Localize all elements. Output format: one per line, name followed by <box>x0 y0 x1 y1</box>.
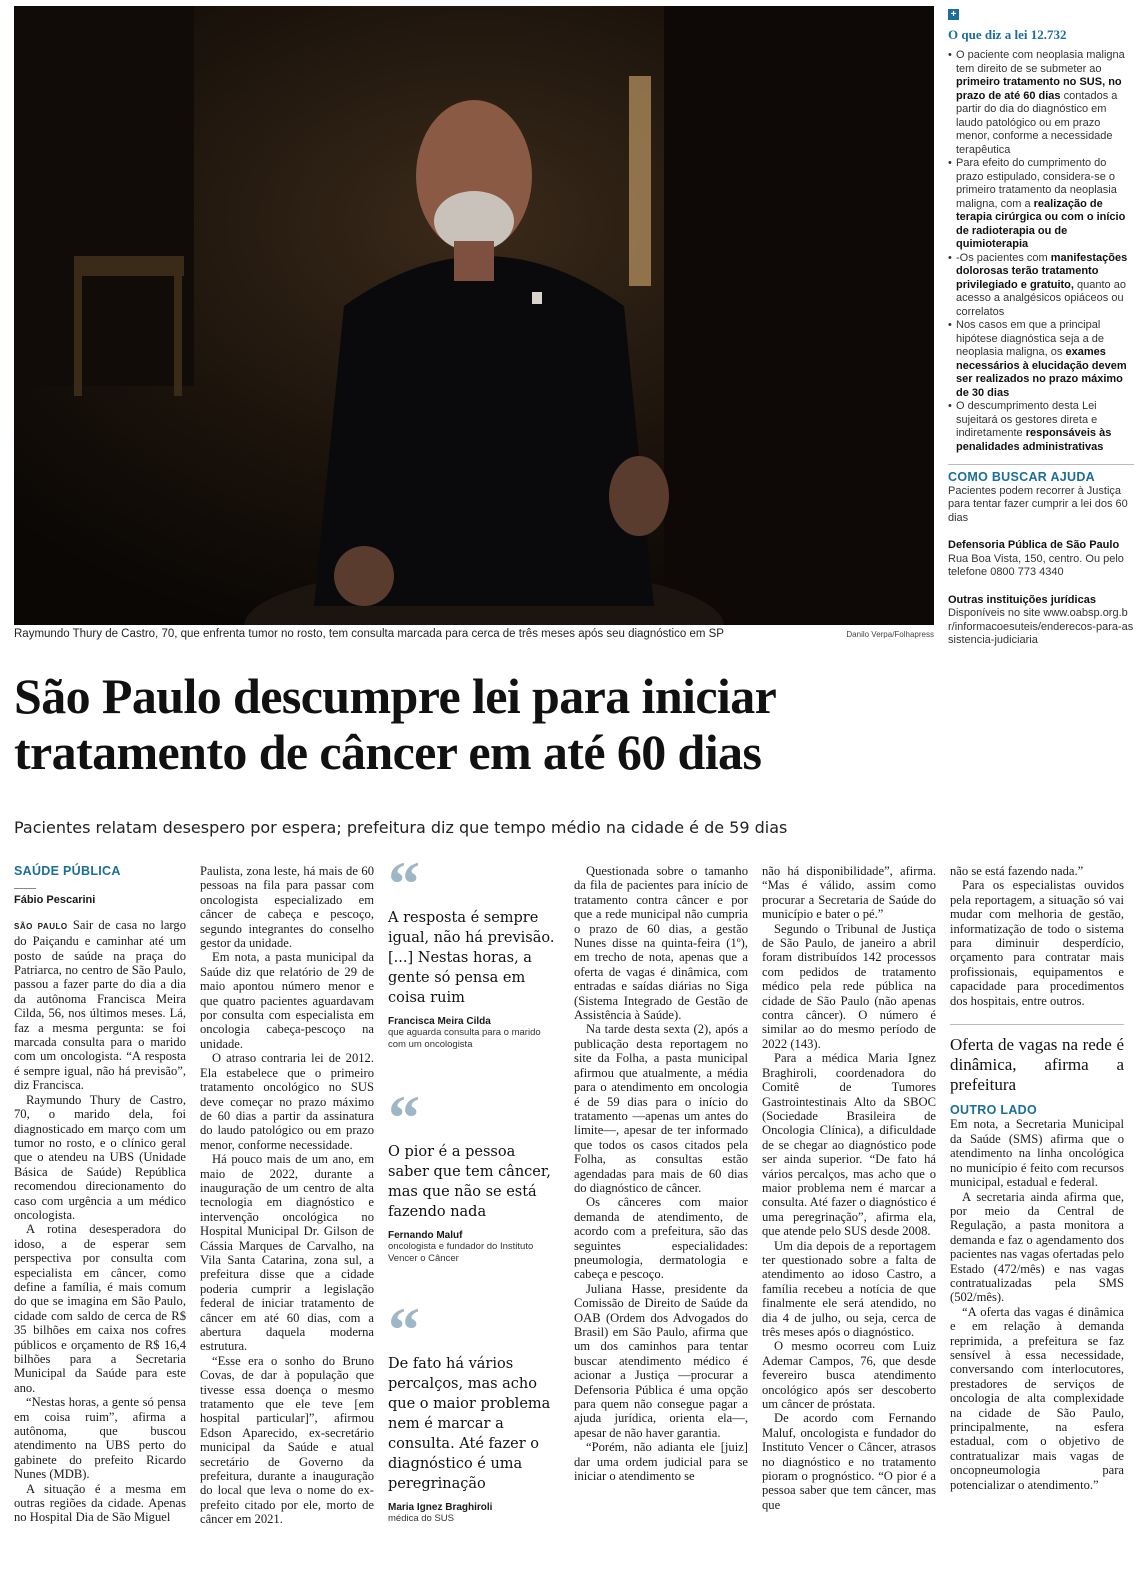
defensoria-text: Rua Boa Vista, 150, centro. Ou pelo telefone 0800 773 4340 <box>948 552 1124 578</box>
pull-quote-3 <box>388 1294 558 1525</box>
headline-line-1: São Paulo descumpre lei para iniciar <box>14 668 777 724</box>
article-paragraph: SÃO PAULO Sair de casa no largo do Paiçandu e caminhar até um posto de saúde na praça do Patriarca, no centro de São Paulo, passou a fazer parte do dia a dia da autônoma Francisca Meira Cilda, 56, nos últimos meses. Lá, faz a mesma pergunta: se foi marcada consulta para o marido com um oncologista. “A resposta é sempre igual, não há previsão”, diz Francisca. <box>14 917 186 1093</box>
article-paragraph: Em nota, a pasta municipal da Saúde diz que relatório de 29 de maio apontou número menor e que quatro pacientes aguardavam por consulta com especialista em oncologia cabeça-pescoço na unidade. <box>200 950 374 1051</box>
plus-icon: + <box>948 9 959 20</box>
article-paragraph: Há pouco mais de um ano, em maio de 2022, durante a inauguração de um centro de alta tecnologia em diagnóstico e intervenção oncológica no Hospital Municipal Dr. Gilson de Cássia Marques de Carvalho, na Vila Santa Catarina, zona sul, a prefeitura disse que a cidade poderia cumprir a legislação federal de iniciar tratamento de câncer em até 60 dias, com a abertura daquela moderna estrutura. <box>200 1152 374 1354</box>
photo-caption <box>14 628 934 640</box>
article-paragraph: Raymundo Thury de Castro, 70, o marido dela, foi diagnosticado em março com um tumor no rosto, e o clínico geral que o atendeu na UBS (Unidade Básica de Saúde) República recomendou direcionamento do caso com urgência a um médico oncologista. <box>14 1092 186 1222</box>
quote-mark-icon: “ <box>388 1294 420 1365</box>
article-paragraph: Para os especialistas ouvidos pela reportagem, a situação só vai mudar com melhoria de gestão, informatização de todo o sistema para diminuir desperdício, orçamento para contratar mais profissionais, equipamentos e capacidade para procedimentos dos hospitais, entre outros. <box>950 878 1124 1008</box>
article-paragraph: Os cânceres com maior demanda de atendimento, de acordo com a prefeitura, são das seguintes especialidades: pneumologia, dermatologia e cabeça e pescoço. <box>574 1195 748 1282</box>
article-paragraph: não se está fazendo nada.” <box>950 864 1084 878</box>
article-column-4 <box>574 864 748 1483</box>
article-paragraph: “A oferta das vagas é dinâmica e em relação à demanda reprimida, a prefeitura se faz sensível à essa necessidade, conversando com interlocutores, prestadores de serviços de oncologia de alta complexidade na cidade de São Paulo, principalmente, na esfera estadual, com o objetivo de contratualizar mais vagas de oncopneumologia para potencializar o atendimento.” <box>950 1304 1124 1492</box>
article-paragraph: De acordo com Fernando Maluf, oncologista e fundador do Instituto Vencer o Câncer, atrasos no diagnóstico e no tratamento pioram o prognóstico. “O pior é a pessoa saber que tem câncer, mas que <box>762 1411 936 1512</box>
quote-role: oncologista e fundador do Instituto Vencer o Câncer <box>388 1241 534 1264</box>
article-paragraph: “Nestas horas, a gente só pensa em coisa ruim”, afirma a autônoma, que buscou atendimento na UBS perto do gabinete do prefeito Ricardo Nunes (MDB). <box>14 1395 186 1482</box>
article-paragraph: Juliana Hasse, presidente da Comissão de Direito de Saúde da OAB (Ordem dos Advogados do Brasil) em São Paulo, afirma que um dos caminhos para tentar buscar atendimento médico é acionar a Justiça —procurar a Defensoria Pública é uma opção para quem não consegue pagar a ajuda jurídica, orienta ela—, apesar de não haver garantia. <box>574 1281 748 1440</box>
pull-quote-2 <box>388 1082 558 1265</box>
list-item: • O paciente com neoplasia maligna tem direito de se submeter ao primeiro tratamento no SUS, no prazo de até 60 dias contados a partir do dia do diagnóstico em laudo patológico ou em prazo menor, conforme a necessidade terapêutica <box>948 49 1134 157</box>
article-paragraph: A rotina desesperadora do idoso, a de esperar sem perspectiva por consulta com especialista em câncer, como define a família, é mais comum do que se imagina em São Paulo, cidade com saldo de cerca de R$ 35 bilhões em caixa nos cofres públicos e orçamento de R$ 16,4 bilhões para a Secretaria Municipal da Saúde para este ano. <box>14 1222 186 1395</box>
main-photo <box>14 6 934 625</box>
help-text: Pacientes podem recorrer à Justiça para tentar fazer cumprir a lei dos 60 dias <box>948 484 1128 524</box>
article-column-6 <box>950 864 1124 1492</box>
dateline: SÃO PAULO <box>14 921 68 931</box>
quote-text: O pior é a pessoa saber que tem câncer, mas que não se está fazendo nada <box>388 1144 551 1220</box>
pull-quote-1 <box>388 848 558 1051</box>
list-item: • Para efeito do cumprimento do prazo estipulado, considera-se o primeiro tratamento da neoplasia maligna, com a realização de terapia cirúrgica ou com o início de radioterapia ou de quimioterapia <box>948 157 1134 252</box>
article-column-5 <box>762 864 936 1512</box>
article-column-1 <box>14 864 186 1525</box>
headline-line-2: tratamento de câncer em até 60 dias <box>14 724 762 780</box>
quote-author: Fernando Maluf <box>388 1230 463 1241</box>
other-institutions-title: Outras instituições jurídicas <box>948 593 1096 606</box>
article-paragraph: A secretaria ainda afirma que, por meio da Central de Regulação, a pasta monitora a demanda e faz o agendamento dos pacientes nas vagas ofertadas pelo Estado (472/mês) e nas vagas contratualizadas pela SMS (502/mês). <box>950 1189 1124 1305</box>
article-paragraph: Questionada sobre o tamanho da fila de pacientes para início de tratamento contra câncer e por que a rede municipal não cumpria o prazo de 60 dias, a gestão Nunes disse na quinta-feira (1º), em trecho de nota, apenas que a oferta de vagas é dinâmica, com entradas e saídas diárias no Siga (Sistema Integrado de Gestão de Assistência à Saúde). <box>574 864 748 1023</box>
section-label-outro-lado: OUTRO LADO <box>950 1103 1038 1118</box>
list-item: • -Os pacientes com manifestações dolorosas terão tratamento privilegiado e gratuito, quanto ao acesso a analgésicos opiáceos ou correlatos <box>948 252 1134 320</box>
article-paragraph: “Porém, não adianta ele [juiz] dar uma ordem judicial para se iniciar o atendimento se <box>574 1440 748 1484</box>
photo-credit: Danilo Verpa/Folhapress <box>846 630 934 639</box>
article-paragraph: Para a médica Maria Ignez Braghiroli, coordenadora do Comitê de Tumores Gastrointestinais Alto da SBOC (Sociedade Brasileira de Oncologia Clínica), a dificuldade de se chegar ao diagnóstico pode ser ainda superior. “De fato há vários percalços, mas acho que o maior problema nem é marcar a consulta. Até fazer o diagnóstico é uma peregrinação”, afirma ela, que atende pelo SUS desde 2008. <box>762 1051 936 1239</box>
quote-mark-icon: “ <box>388 1082 420 1153</box>
sub-headline-oferta: Oferta de vagas na rede é dinâmica, afirma a prefeitura <box>950 1035 1124 1095</box>
list-item: • Nos casos em que a principal hipótese diagnóstica seja a de neoplasia maligna, os exames necessários à elucidação devem ser realizados no prazo máximo de 30 dias <box>948 319 1134 400</box>
quote-text: De fato há vários percalços, mas acho que o maior problema nem é marcar a consulta. Até fazer o diagnóstico é uma peregrinação <box>388 1356 551 1492</box>
law-sidebar <box>948 8 1134 648</box>
article-paragraph: Um dia depois de a reportagem ter questionado sobre a falta de atendimento ao idoso Castro, a família recebeu a notícia de que finalmente ele será atendido, no dia 4 de julho, ou seja, cerca de três meses após o diagnóstico. <box>762 1238 936 1339</box>
help-title: COMO BUSCAR AJUDA <box>948 470 1096 484</box>
box-divider <box>950 1024 1124 1025</box>
portrait-photo <box>14 6 934 625</box>
quote-role: médica do SUS <box>388 1513 455 1524</box>
article-paragraph: O mesmo ocorreu com Luiz Ademar Campos, 76, que desde fevereiro busca atendimento oncológico após ser descoberto um câncer de próstata. <box>762 1339 936 1412</box>
section-label: SAÚDE PÚBLICA <box>14 864 121 878</box>
list-item: • O descumprimento desta Lei sujeitará os gestores direta e indiretamente responsáveis às penalidades administrativas <box>948 400 1134 454</box>
quote-role: que aguarda consulta para o marido com um oncologista <box>388 1027 541 1050</box>
subheadline: Pacientes relatam desespero por espera; prefeitura diz que tempo médio na cidade é de 59 dias <box>14 818 788 837</box>
byline-divider <box>14 888 36 889</box>
article-paragraph: não há disponibilidade”, afirma. “Mas é válido, assim como procurar a Secretaria de Saúde do município e bater o pé.” <box>762 864 936 922</box>
article-paragraph: O atraso contraria lei de 2012. Ela estabelece que o primeiro tratamento oncológico no SUS deve começar no prazo máximo de 60 dias a partir da assinatura do laudo patológico ou em prazo menor, conforme necessidade. <box>200 1051 374 1152</box>
quote-mark-icon: “ <box>388 848 420 919</box>
article-paragraph: Na tarde desta sexta (2), após a publicação desta reportagem no site da Folha, a pasta municipal afirmou que atualmente, a média para o atendimento em oncologia é de 59 dias para o início do tratamento —apenas um antes do limite—, apesar de ter informado que todos os casos citados pela Folha, as consultas estão agendadas para mais de 60 dias do diagnóstico de câncer. <box>574 1022 748 1195</box>
article-column-2 <box>200 864 374 1527</box>
law-list <box>948 49 1134 454</box>
author-byline: Fábio Pescarini <box>14 894 96 907</box>
article-paragraph: Em nota, a Secretaria Municipal da Saúde (SMS) afirma que o atendimento na linha oncológica no município é feito com recursos municipal, estadual e federal. <box>950 1117 1124 1190</box>
headline <box>14 668 934 780</box>
sidebar-title: O que diz a lei 12.732 <box>948 26 1067 42</box>
sidebar-divider <box>948 464 1134 465</box>
other-institutions-text: Disponíveis no site www.oabsp.org.br/informacoesuteis/enderecos-para-assistencia-judiciaria <box>948 607 1134 646</box>
caption-text: Raymundo Thury de Castro, 70, que enfrenta tumor no rosto, tem consulta marcada para cerca de três meses após seu diagnóstico em SP <box>14 628 724 640</box>
article-paragraph: Paulista, zona leste, há mais de 60 pessoas na fila para passar com oncologista especializado em câncer de cabeça e pescoço, segundo integrantes do conselho gestor da unidade. <box>200 864 374 951</box>
quote-author: Maria Ignez Braghiroli <box>388 1502 493 1513</box>
quote-author: Francisca Meira Cilda <box>388 1016 491 1027</box>
quote-text: A resposta é sempre igual, não há previsão. [...] Nestas horas, a gente só pensa em coisa ruim <box>388 910 555 1006</box>
article-paragraph: “Esse era o sonho do Bruno Covas, de dar à população que tivesse essa doença o mesmo tratamento que ele teve [em hospital particular]”, afirmou Edson Aparecido, ex-secretário municipal da Saúde e atual secretário de Governo da prefeitura, durante a inauguração do local que leva o nome do ex-prefeito citado por ele, morto de câncer em 2021. <box>200 1353 374 1527</box>
article-paragraph: A situação é a mesma em outras regiões da cidade. Apenas no Hospital Dia de São Miguel <box>14 1481 186 1525</box>
article-paragraph: Segundo o Tribunal de Justiça de São Paulo, de janeiro a abril foram distribuídos 142 processos com pedidos de tratamento médico pela rede pública na cidade de São Paulo (não apenas contra câncer). O número é similar ao do mesmo período de 2022 (143). <box>762 921 936 1051</box>
defensoria-title: Defensoria Pública de São Paulo <box>948 539 1120 551</box>
